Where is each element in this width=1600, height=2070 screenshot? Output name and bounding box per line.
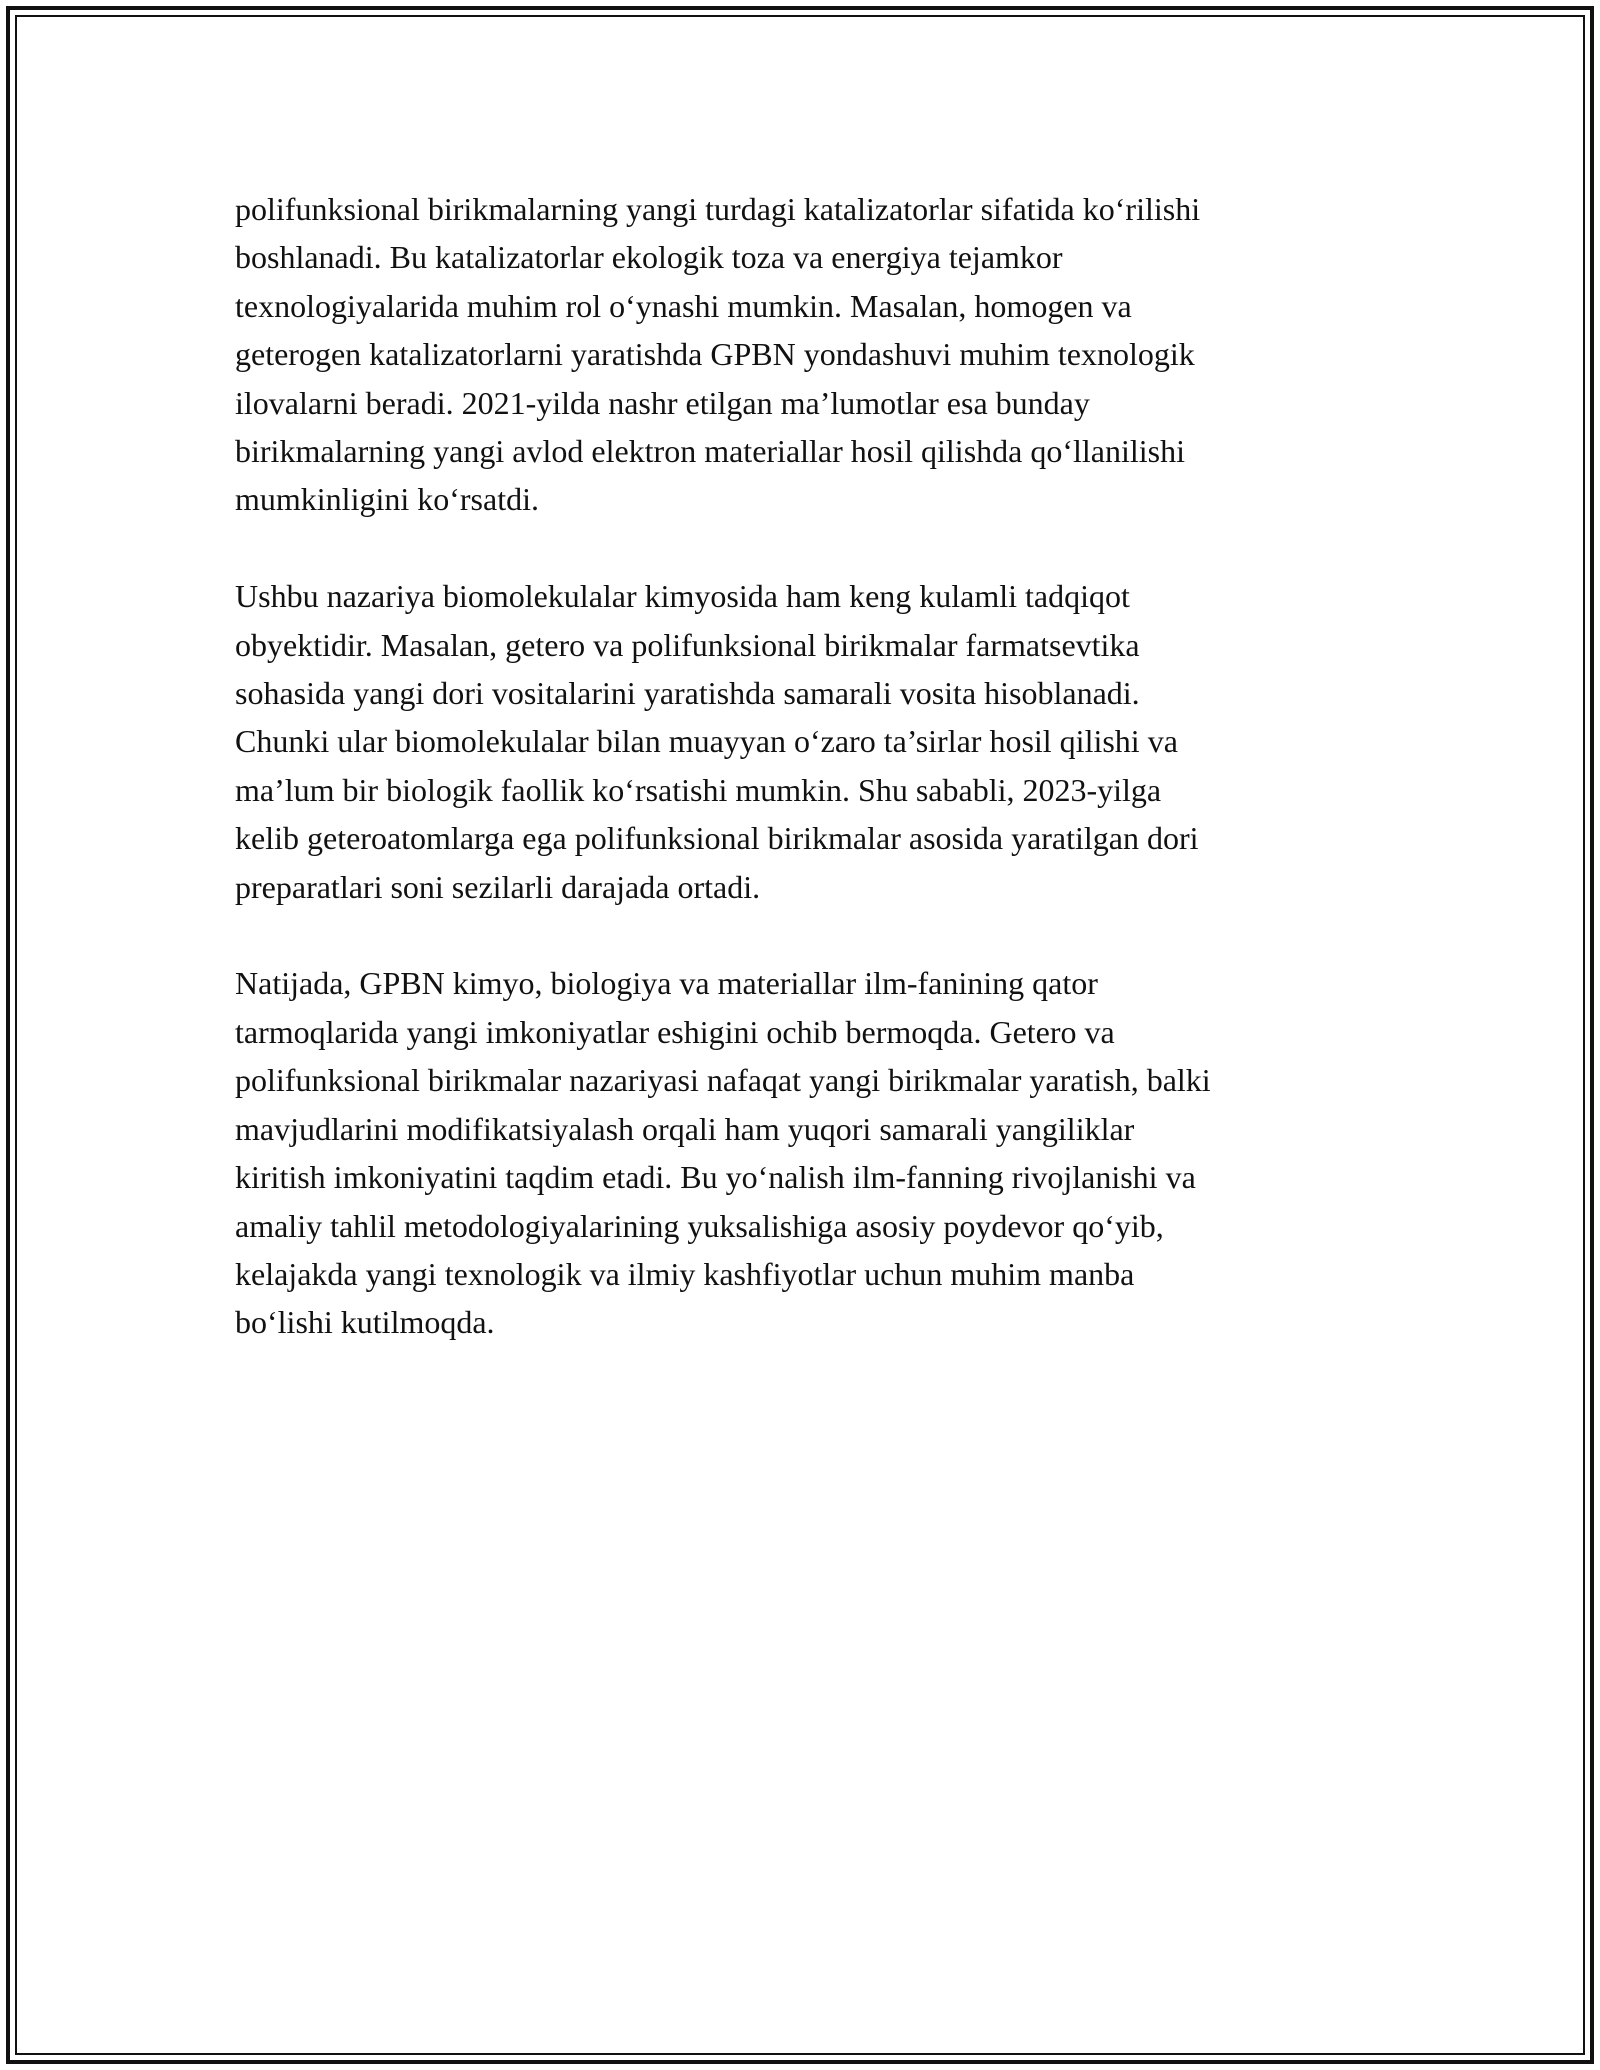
text-line: ilovalarni beradi. 2021-yilda nashr etilgan ma’lumotlar esa bunday — [235, 384, 1090, 421]
text-line: geterogen katalizatorlarni yaratishda GPBN yondashuvi muhim texnologik — [235, 336, 1195, 373]
text-line: polifunksional birikmalar nazariyasi nafaqat yangi birikmalar yaratish, balki — [235, 1062, 1211, 1099]
text-line: tarmoqlarida yangi imkoniyatlar eshigini ochib bermoqda. Getero va — [235, 1013, 1115, 1050]
text-line: obyektidir. Masalan, getero va polifunksional birikmalar farmatsevtika — [235, 626, 1140, 663]
text-line: boshlanadi. Bu katalizatorlar ekologik toza va energiya tejamkor — [235, 239, 1063, 276]
text-line: Natijada, GPBN kimyo, biologiya va materiallar ilm-fanining qator — [235, 965, 1098, 1002]
text-line: texnologiyalarida muhim rol o‘ynashi mumkin. Masalan, homogen va — [235, 287, 1132, 324]
text-line: kelib geteroatomlarga ega polifunksional birikmalar asosida yaratilgan dori — [235, 820, 1199, 857]
text-line: kiritish imkoniyatini taqdim etadi. Bu yo‘nalish ilm-fanning rivojlanishi va — [235, 1159, 1196, 1196]
text-line: preparatlari soni sezilarli darajada ortadi. — [235, 868, 761, 905]
document-body — [235, 185, 1365, 1395]
text-line: bo‘lishi kutilmoqda. — [235, 1304, 495, 1341]
text-line: amaliy tahlil metodologiyalarining yuksalishiga asosiy poydevor qo‘yib, — [235, 1207, 1164, 1244]
text-line: sohasida yangi dori vositalarini yaratishda samarali vosita hisoblanadi. — [235, 675, 1140, 712]
text-line: mumkinligini ko‘rsatdi. — [235, 481, 539, 518]
text-line: polifunksional birikmalarning yangi turdagi katalizatorlar sifatida ko‘rilishi — [235, 191, 1201, 227]
text-line: Ushbu nazariya biomolekulalar kimyosida ham keng kulamli tadqiqot — [235, 578, 1130, 615]
text-line: mavjudlarini modifikatsiyalash orqali ham yuqori samarali yangiliklar — [235, 1110, 1135, 1147]
paragraph-catalysts — [235, 185, 1365, 524]
text-line: Chunki ular biomolekulalar bilan muayyan o‘zaro ta’sirlar hosil qilishi va — [235, 723, 1178, 760]
text-line: kelajakda yangi texnologik va ilmiy kashfiyotlar uchun muhim manba — [235, 1255, 1135, 1292]
text-line: birikmalarning yangi avlod elektron materiallar hosil qilishda qo‘llanilishi — [235, 433, 1185, 470]
paragraph-conclusion — [235, 959, 1365, 1346]
text-line: ma’lum bir biologik faollik ko‘rsatishi mumkin. Shu sababli, 2023-yilga — [235, 771, 1162, 808]
paragraph-biomolecules — [235, 572, 1365, 911]
